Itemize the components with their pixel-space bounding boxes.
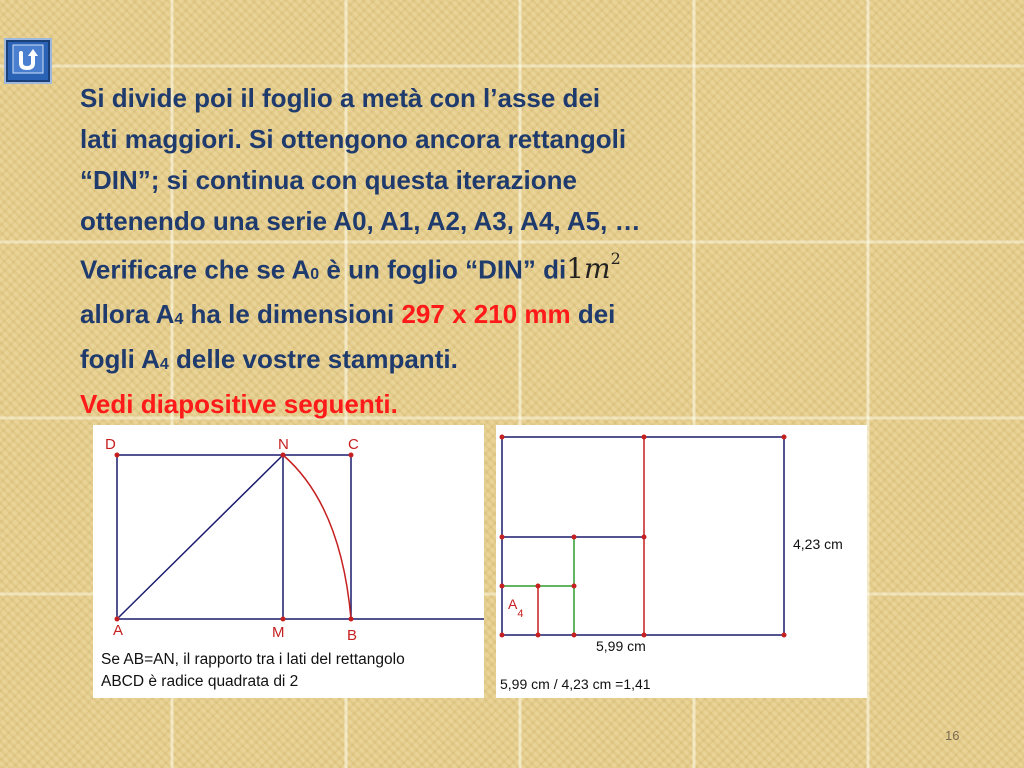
a4-label: $A_4$ [508, 596, 524, 620]
point-A [115, 617, 120, 622]
sqrt2-construction-figure [93, 425, 484, 698]
text-line: Verificare che se A0 è un foglio “DIN” $di1m^2$ [80, 249, 621, 286]
text-line: Si divide poi il foglio a metà con l’asse dei [80, 83, 601, 113]
a4-dimensions: 297 x 210 mm [401, 299, 571, 330]
main-paragraph [80, 78, 860, 425]
label-D: D [105, 436, 116, 453]
arc-NB [283, 455, 351, 619]
text-line: allora A4 ha le dimensioni 297 x 210 mm dei [80, 299, 616, 330]
label-A: A [113, 622, 124, 639]
point-D [115, 453, 120, 458]
back-button[interactable] [4, 38, 52, 84]
text-line: lati maggiori. Si ottengono ancora rettangoli [80, 124, 627, 154]
slide-number: 16 [945, 728, 960, 743]
point-M [281, 617, 286, 622]
figure-caption: Se AB=AN, il rapporto tra i lati del rettangolo ABCD è radice quadrata di 2 [101, 651, 405, 690]
ratio-measure: 5,99 cm / 4,23 cm =1,41 [500, 676, 651, 692]
label-M: M [272, 624, 285, 641]
width-measure: 5,99 cm [596, 638, 646, 654]
label-B: B [347, 627, 358, 644]
point-B [349, 617, 354, 622]
point-N [281, 453, 286, 458]
text-line: ottenendo una serie A0, A1, A2, A3, A4, A5, … [80, 206, 641, 236]
din-subdivision-figure [496, 425, 867, 698]
diagonal-AN [117, 455, 283, 619]
text-line: fogli A4 delle vostre stampanti. [80, 344, 458, 375]
label-N: N [278, 436, 289, 453]
height-measure: 4,23 cm [793, 536, 843, 552]
u-turn-back-icon [11, 43, 45, 80]
label-C: C [348, 436, 359, 453]
see-next-slides: Vedi diapositive seguenti. [80, 389, 398, 420]
text-line: “DIN”; si continua con questa iterazione [80, 165, 577, 195]
point-C [349, 453, 354, 458]
one-square-meter-formula: $1m^2$ [566, 249, 621, 286]
